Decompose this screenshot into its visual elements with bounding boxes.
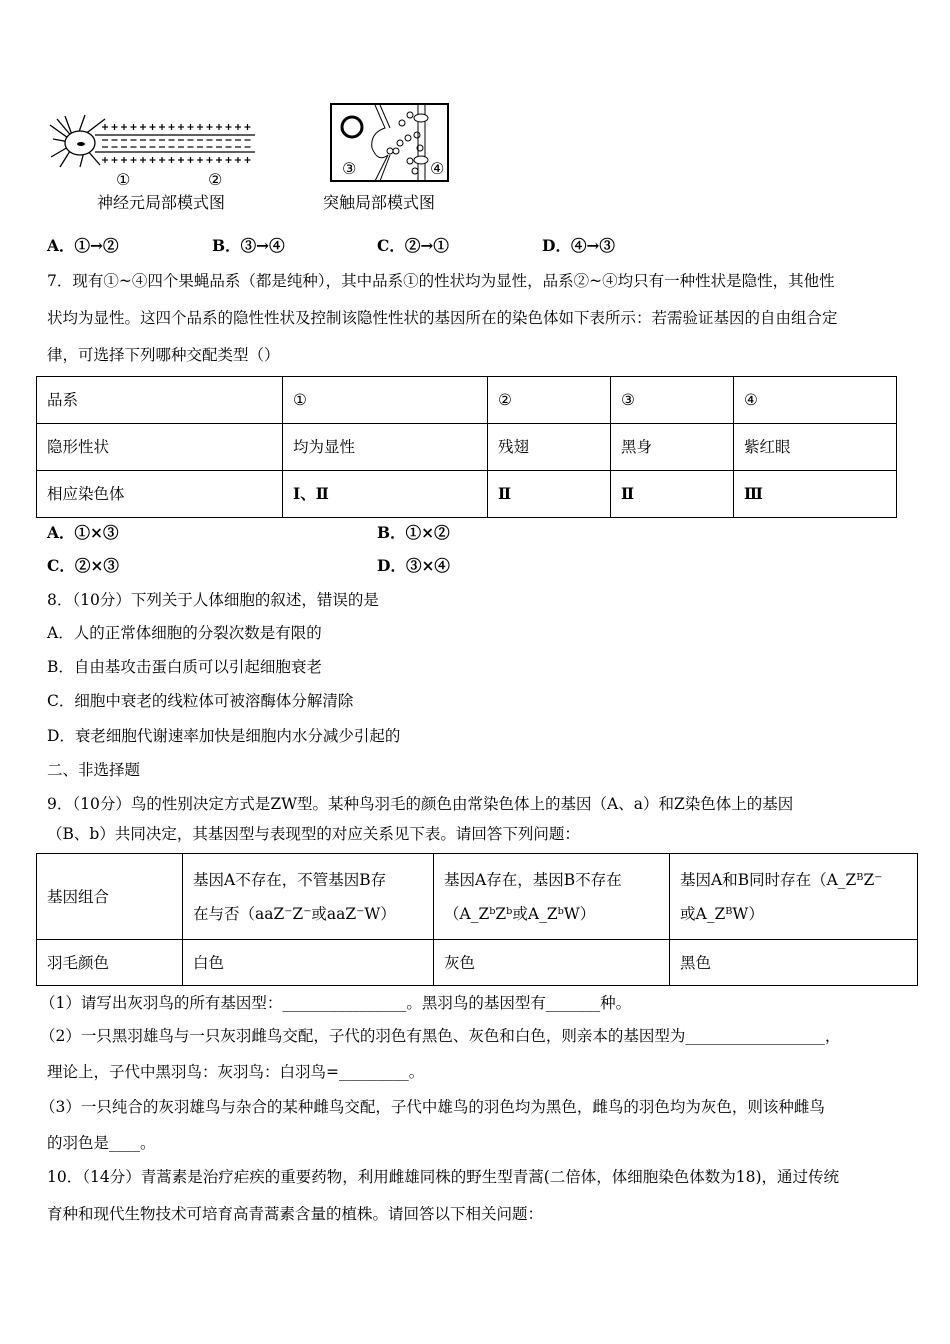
cell: Ⅱ: [611, 471, 734, 518]
q7-table: [36, 376, 897, 518]
cell: [434, 854, 670, 940]
q8-stem: 8．（10分）下列关于人体细胞的叙述，错误的是: [47, 591, 379, 609]
cell: 羽毛颜色: [37, 940, 183, 986]
neuron-diagram: [45, 113, 260, 169]
q9-subquestion: （2）一只黑羽雄鸟与一只灰羽雌鸟交配，子代的羽色有黑色、灰色和白色，则亲本的基因型为__________________，: [40, 1027, 841, 1045]
q7-line: 7．现有①~④四个果蝇品系（都是纯种），其中品系①的性状均为显性，品系②~④均只有一种性状是隐性，其他性: [47, 272, 835, 290]
cell-line: 或A_ZᴮW）: [680, 904, 764, 923]
cell: 紫红眼: [734, 424, 897, 471]
cell: [670, 854, 918, 940]
q9-line: 9．（10分）鸟的性别决定方式是ZW型。某种鸟羽毛的颜色由常染色体上的基因（A、a）和Z染色体上的基因: [47, 795, 794, 813]
cell: 黑色: [670, 940, 918, 986]
q8-option-a: A．人的正常体细胞的分裂次数是有限的: [47, 624, 322, 642]
cell-line: 基因A不存在，不管基因B存: [193, 870, 387, 889]
q10-line: 育种和现代生物技术可培育高青蒿素含量的植株。请回答以下相关问题：: [47, 1205, 544, 1223]
cell-line: 基因A和B同时存在（A_ZᴮZ⁻: [680, 870, 883, 889]
synapse-caption: 突触局部模式图: [323, 193, 436, 212]
label-2: ②: [208, 170, 223, 189]
q7-line: 律，可选择下列哪种交配类型（）: [47, 346, 280, 364]
cell-line: （A_ZᵇZᵇ或A_ZᵇW）: [444, 904, 596, 923]
section-heading: 二、非选择题: [47, 761, 141, 779]
q6-option-d: D．④→③: [542, 236, 615, 255]
cell: 隐形性状: [37, 424, 283, 471]
cell: ②: [488, 377, 611, 424]
cell: 黑身: [611, 424, 734, 471]
cell: 灰色: [434, 940, 670, 986]
cell: ④: [734, 377, 897, 424]
q7-option-d: D．③×④: [377, 556, 450, 575]
q8-option-c: C．细胞中衰老的线粒体可被溶酶体分解清除: [47, 692, 354, 710]
q7-line: 状均为显性。这四个品系的隐性性状及控制该隐性性状的基因所在的染色体如下表所示：若需验证基因的自由组合定: [47, 309, 838, 327]
charge-marks: [102, 124, 251, 163]
label-3: ③: [342, 159, 357, 178]
cell: 均为显性: [283, 424, 488, 471]
q9-subquestion: （3）一只纯合的灰羽雄鸟与杂合的某种雌鸟交配，子代中雄鸟的羽色均为黑色，雌鸟的羽色均为灰色，则该种雌鸟: [40, 1098, 825, 1116]
cell: Ⅰ、Ⅱ: [283, 471, 488, 518]
q6-option-a: A．①→②: [47, 236, 119, 255]
neuron-caption: 神经元局部模式图: [97, 193, 226, 212]
label-4: ④: [430, 159, 445, 178]
q9-subquestion: （1）请写出灰羽鸟的所有基因型：________________。黑羽鸟的基因型有_______种。: [40, 994, 632, 1012]
q7-option-b: B．①×②: [377, 523, 450, 542]
q9-line: （B、b）共同决定，其基因型与表现型的对应关系见下表。请回答下列问题：: [47, 825, 580, 843]
q7-option-a: A．①×③: [47, 523, 119, 542]
cell: Ⅲ: [734, 471, 897, 518]
cell: 基因组合: [37, 854, 183, 940]
q9-table: [36, 853, 918, 986]
q10-line: 10．（14分）青蒿素是治疗疟疾的重要药物，利用雌雄同株的野生型青蒿(二倍体，体细胞染色体数为18)，通过传统: [47, 1168, 840, 1186]
cell: Ⅱ: [488, 471, 611, 518]
q6-option-b: B．③→④: [212, 236, 285, 255]
cell: 品系: [37, 377, 283, 424]
q8-option-d: D．衰老细胞代谢速率加快是细胞内水分减少引起的: [47, 727, 401, 745]
cell-line: 基因A存在，基因B不存在: [444, 870, 622, 889]
label-1: ①: [116, 170, 131, 189]
q8-option-b: B．自由基攻击蛋白质可以引起细胞衰老: [47, 658, 322, 676]
q7-option-c: C．②×③: [47, 556, 119, 575]
q6-option-c: C．②→①: [377, 236, 449, 255]
cell: [183, 854, 434, 940]
cell: 相应染色体: [37, 471, 283, 518]
cell: ①: [283, 377, 488, 424]
cell: 白色: [183, 940, 434, 986]
cell: 残翅: [488, 424, 611, 471]
q9-subquestion: 理论上，子代中黑羽鸟：灰羽鸟：白羽鸟=_________。: [47, 1063, 425, 1081]
cell: ③: [611, 377, 734, 424]
q9-subquestion: 的羽色是____。: [47, 1134, 156, 1152]
cell-line: 在与否（aaZ⁻Z⁻或aaZ⁻W）: [193, 904, 396, 923]
